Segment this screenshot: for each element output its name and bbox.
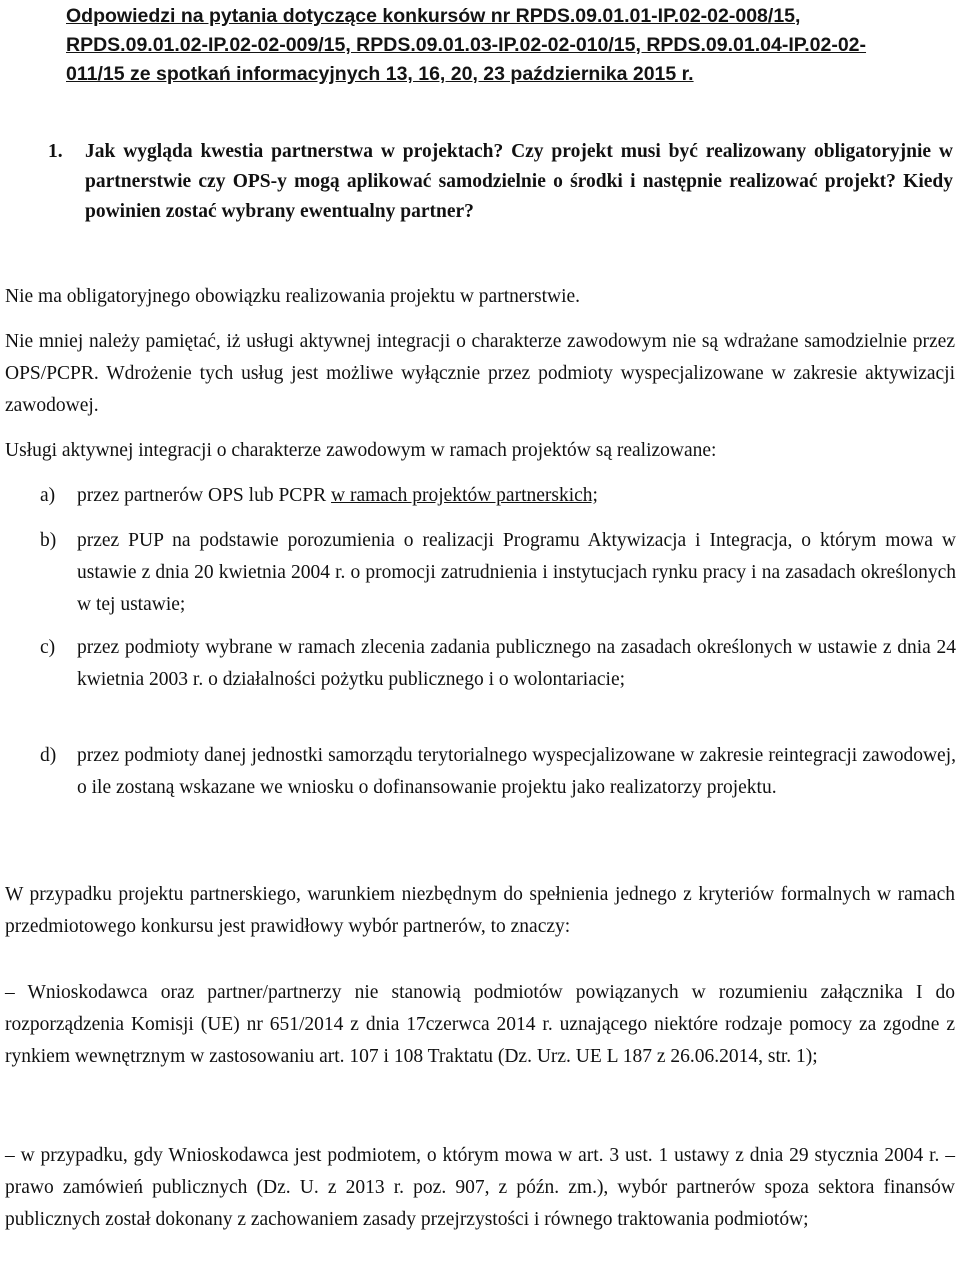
question-text: Jak wygląda kwestia partnerstwa w projektach? Czy projekt musi być realizowany obligatoryjnie w partnerstwie czy OPS-y mogą aplikować samodzielnie o środki i następnie realizować projekt? Kiedy powinien zostać wybrany ewentualny partner? xyxy=(85,141,953,222)
list-item-text: przez PUP na podstawie porozumienia o realizacji Programu Aktywizacja i Integracja, o którym mowa w ustawie z dnia 20 kwietnia 2004 r. o promocji zatrudnienia i instytucjach rynku pracy i na zasadach określonych w tej ustawie; xyxy=(77,530,956,615)
partnership-condition-1: – Wnioskodawca oraz partner/partnerzy nie stanowią podmiotów powiązanych w rozumieniu załącznika I do rozporządzenia Komisji (UE) nr 651/2014 z dnia 17czerwca 2014 r. uznającego niektóre rodzaje pomocy za zgodne z rynkiem wewnętrznym w zastosowaniu art. 107 i 108 Traktatu (Dz. Urz. UE L 187 z 26.06.2014, str. 1); xyxy=(5,982,955,1067)
list-item-text: przez podmioty danej jednostki samorządu terytorialnego wyspecjalizowane w zakresie reintegracji zawodowej, o ile zostaną wskazane we wniosku o dofinansowanie projektu jako realizatorzy projektu. xyxy=(77,745,956,798)
list-item-d xyxy=(40,740,956,804)
partnership-paragraph: W przypadku projektu partnerskiego, warunkiem niezbędnym do spełnienia jednego z kryteriów formalnych w ramach przedmiotowego konkursu jest prawidłowy wybór partnerów, to znaczy: xyxy=(5,884,955,937)
list-item-label: d) xyxy=(40,745,57,766)
question-number: 1. xyxy=(48,141,63,162)
answer-paragraph-3: Usługi aktywnej integracji o charakterze zawodowym w ramach projektów są realizowane: xyxy=(5,440,717,461)
list-item-text: przez podmioty wybrane w ramach zlecenia zadania publicznego na zasadach określonych w ustawie z dnia 24 kwietnia 2003 r. o działalności pożytku publicznego i o wolontariacie; xyxy=(77,637,956,690)
list-item-c xyxy=(40,632,956,696)
title-line-1: Odpowiedzi na pytania dotyczące konkursów nr RPDS.09.01.01-IP.02-02-008/15, xyxy=(66,5,801,27)
list-item-b xyxy=(40,525,956,621)
list-item-label: a) xyxy=(40,485,56,506)
list-item-label: c) xyxy=(40,637,56,658)
list-item-underlined-text: w ramach projektów partnerskich; xyxy=(331,485,598,506)
answer-paragraph-1: Nie ma obligatoryjnego obowiązku realizowania projektu w partnerstwie. xyxy=(5,286,581,307)
document-title xyxy=(66,2,946,89)
answer-paragraph-2: Nie mniej należy pamiętać, iż usługi aktywnej integracji o charakterze zawodowym nie są wdrażane samodzielnie przez OPS/PCPR. Wdrożenie tych usług jest możliwe wyłącznie przez podmioty wyspecjalizowane w zakresie aktywizacji zawodowej. xyxy=(5,331,955,416)
question-1 xyxy=(5,137,953,227)
list-item-a xyxy=(40,480,956,512)
title-line-2: RPDS.09.01.02-IP.02-02-009/15, RPDS.09.01.03-IP.02-02-010/15, RPDS.09.01.04-IP.02-02- xyxy=(66,34,867,56)
partnership-condition-2: – w przypadku, gdy Wnioskodawca jest podmiotem, o którym mowa w art. 3 ust. 1 ustawy z dnia 29 stycznia 2004 r. – prawo zamówień publicznych (Dz. U. z 2013 r. poz. 907, z późn. zm.), wybór partnerów spoza sektora finansów publicznych został dokonany z zachowaniem zasady przejrzystości i równego traktowania podmiotów; xyxy=(5,1145,955,1230)
title-line-3: 011/15 ze spotkań informacyjnych 13, 16, 20, 23 października 2015 r. xyxy=(66,63,694,85)
list-item-text: przez partnerów OPS lub PCPR xyxy=(77,485,332,506)
list-item-label: b) xyxy=(40,530,57,551)
